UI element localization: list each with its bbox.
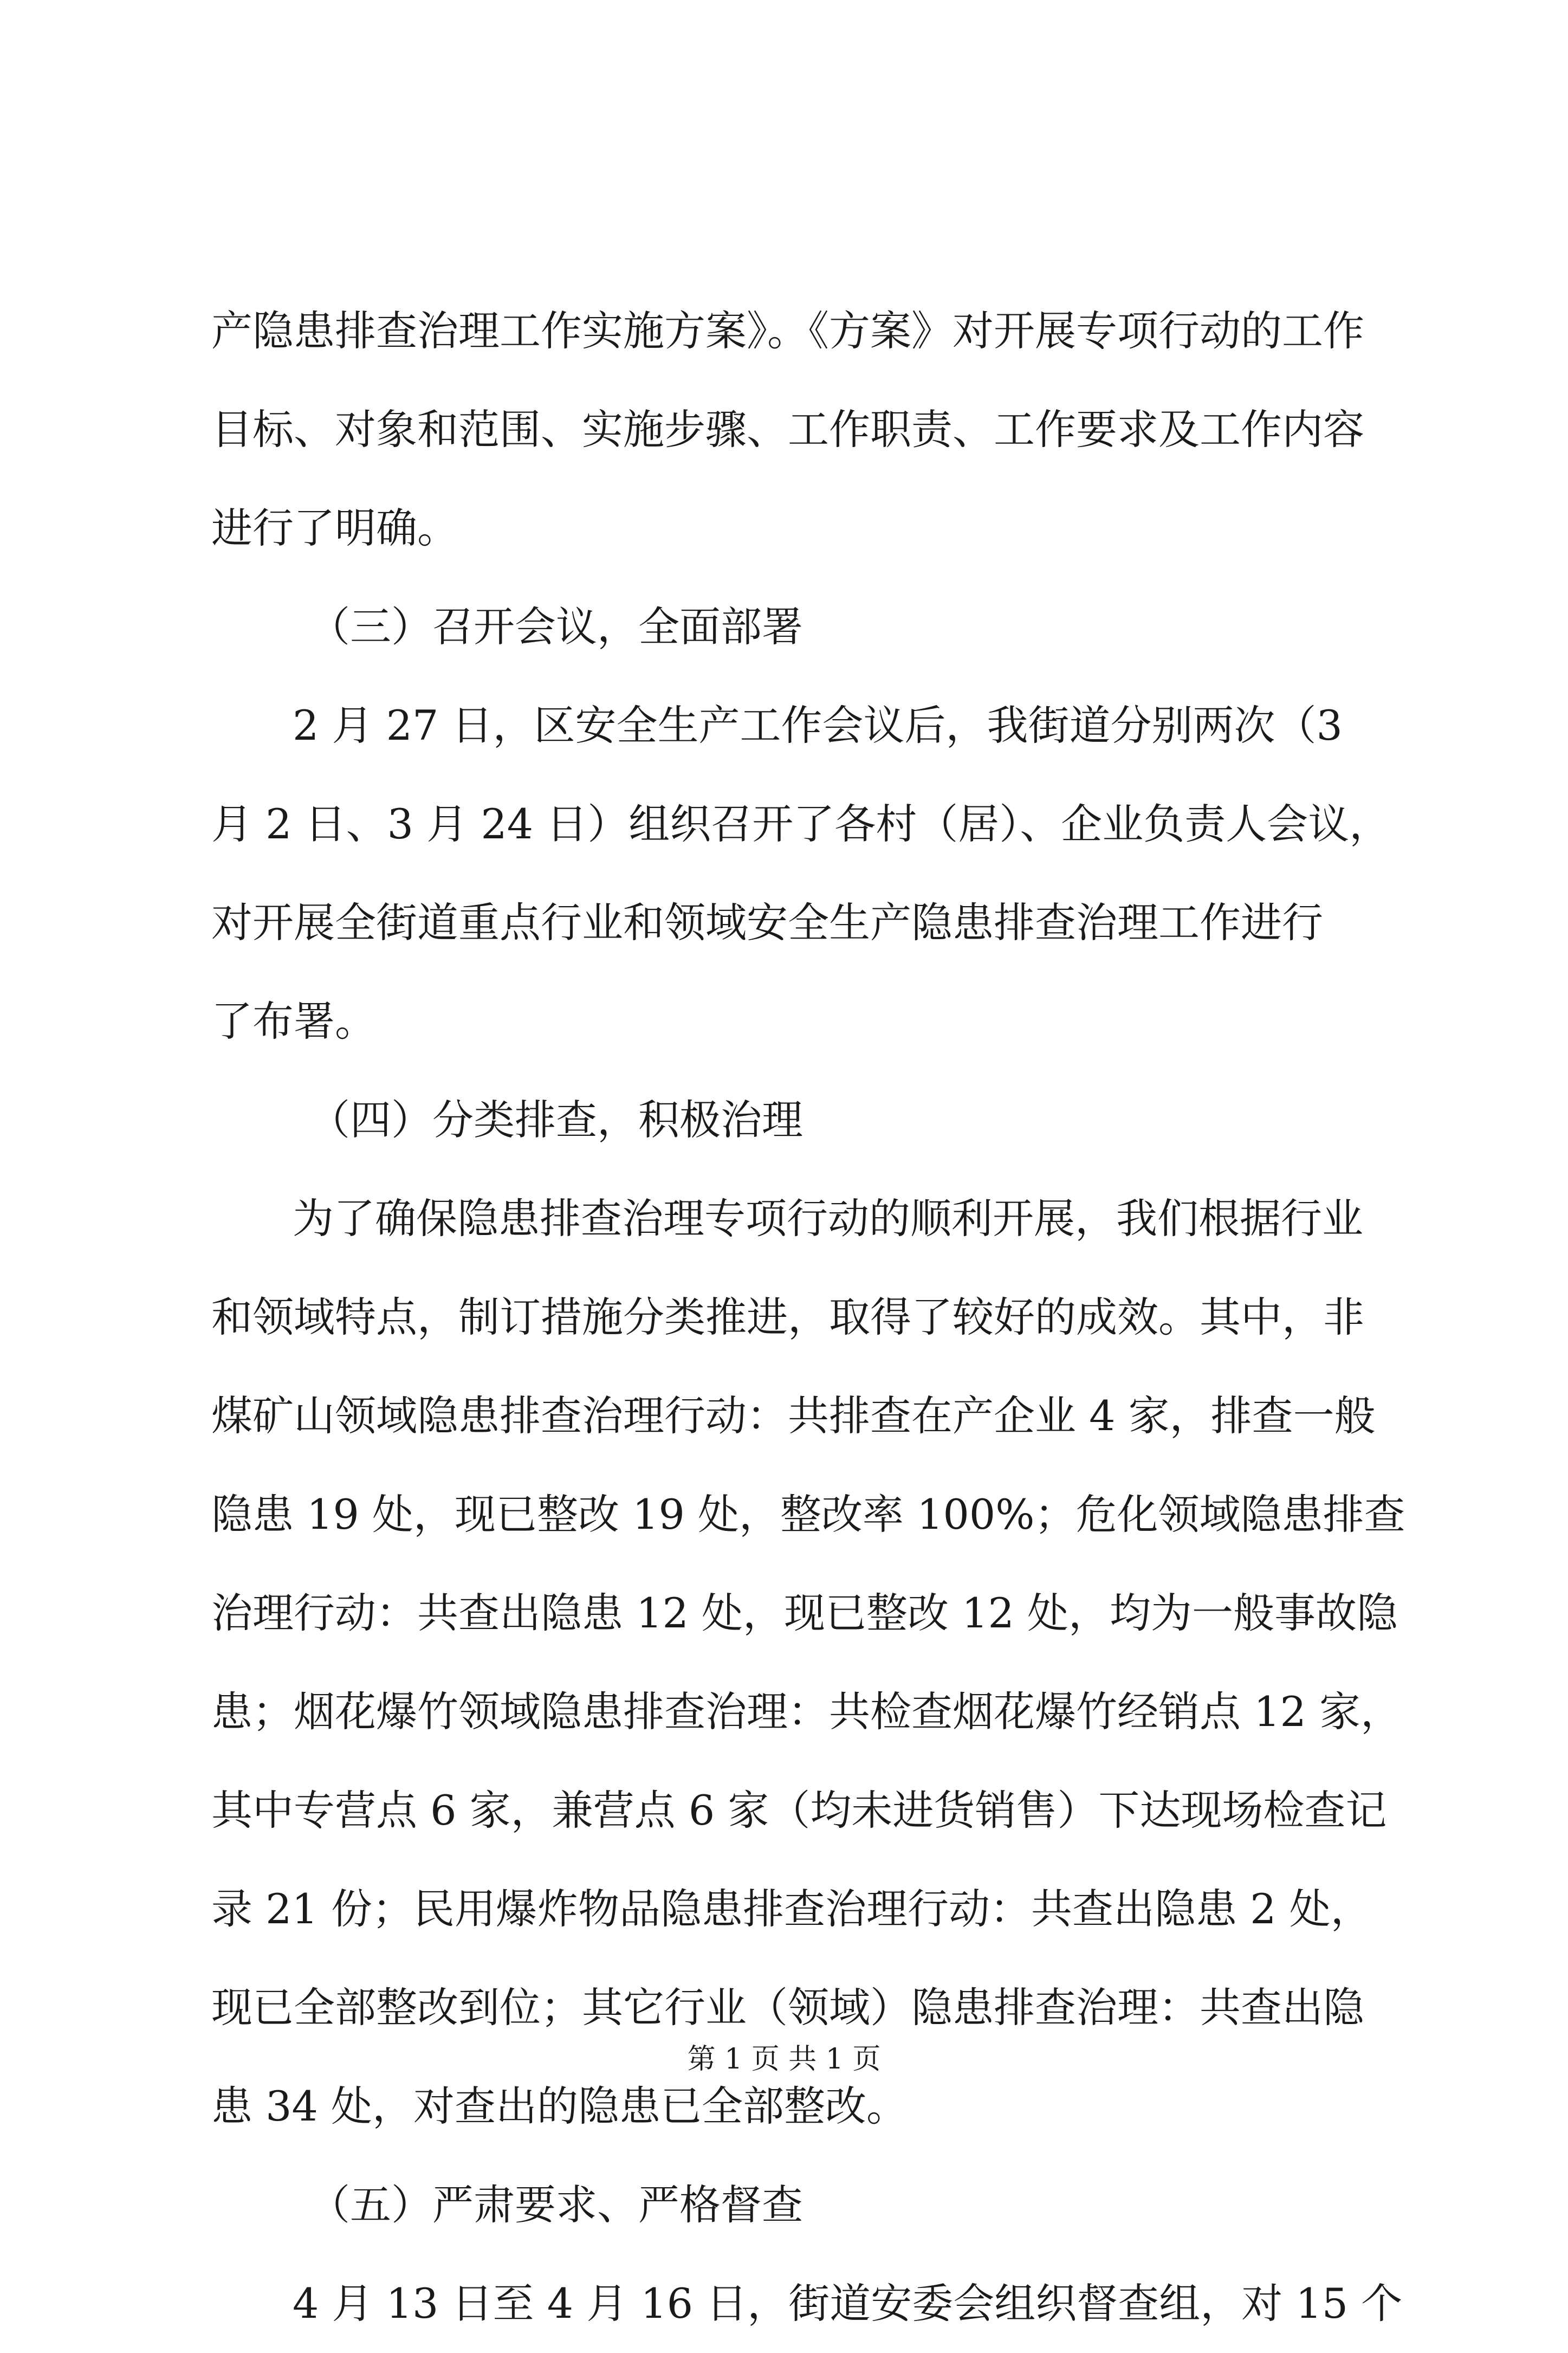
text-line-10: 为了确保隐患排查治理专项行动的顺利开展，我们根据行业: [293, 1194, 1363, 1243]
text-line-16: 其中专营点 6 家，兼营点 6 家（均未进货销售）下达现场检查记: [211, 1786, 1387, 1834]
text-line-1: 产隐患排查治理工作实施方案》。《方案》对开展专项行动的工作: [211, 307, 1364, 355]
text-line-14: 治理行动：共查出隐患 12 处，现已整改 12 处，均为一般事故隐: [211, 1589, 1398, 1637]
text-line-21: 4 月 13 日至 4 月 16 日，街道安委会组织督查组，对 15 个: [293, 2279, 1403, 2328]
text-line-7: 对开展全街道重点行业和领域安全生产隐患排查治理工作进行: [211, 898, 1323, 947]
text-line-18: 现已全部整改到位；其它行业（领域）隐患排查治理：共查出隐: [211, 1983, 1364, 2032]
text-line-2: 目标、对象和范围、实施步骤、工作职责、工作要求及工作内容: [211, 405, 1364, 454]
text-line-11: 和领域特点，制订措施分类推进，取得了较好的成效。其中，非: [211, 1293, 1364, 1341]
text-line-15: 患；烟花爆竹领域隐患排查治理：共检查烟花爆竹经销点 12 家，: [211, 1688, 1402, 1736]
section-heading-4: （四）分类排查，积极治理: [309, 1096, 803, 1144]
text-line-8: 了布署。: [211, 997, 376, 1045]
text-line-3: 进行了明确。: [211, 504, 458, 552]
page-footer: 第 1 页 共 1 页: [687, 2043, 881, 2076]
text-line-5: 2 月 27 日，区安全生产工作会议后，我街道分别两次（3: [293, 701, 1343, 749]
text-line-17: 录 21 份；民用爆炸物品隐患排查治理行动：共查出隐患 2 处，: [211, 1885, 1372, 1933]
text-line-13: 隐患 19 处，现已整改 19 处，整改率 100%；危化领域隐患排查: [211, 1490, 1405, 1538]
text-line-19: 患 34 处，对查出的隐患已全部整改。: [211, 2082, 908, 2130]
section-heading-3: （三）召开会议，全面部署: [309, 603, 803, 651]
text-line-12: 煤矿山领域隐患排查治理行动：共排查在产企业 4 家，排查一般: [211, 1392, 1376, 1440]
text-line-6: 月 2 日、3 月 24 日）组织召开了各村（居）、企业负责人会议，: [211, 800, 1391, 848]
section-heading-5: （五）严肃要求、严格督查: [309, 2181, 803, 2229]
